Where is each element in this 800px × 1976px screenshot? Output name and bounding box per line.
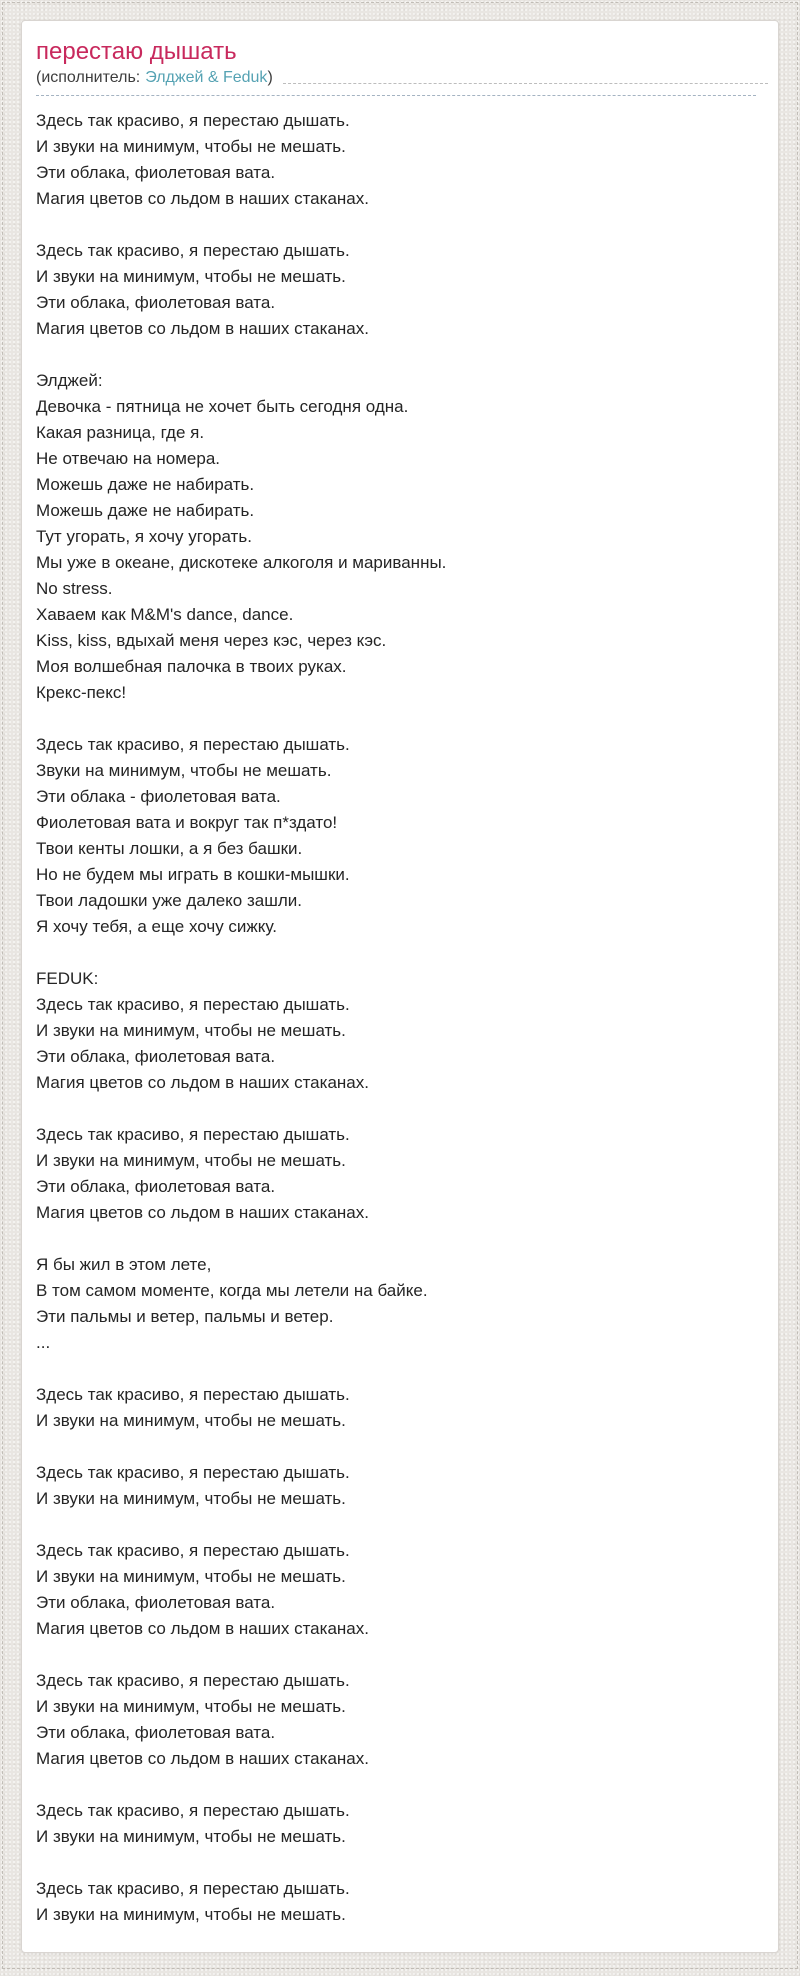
performer-row (36, 68, 770, 88)
lyric-line: Девочка - пятница не хочет быть сегодня одна. (36, 397, 409, 416)
lyric-line: Какая разница, где я. (36, 423, 205, 442)
stanza (36, 1460, 770, 1512)
stanza (36, 108, 770, 212)
performer-label-close: ) (267, 69, 273, 86)
lyric-line: Твои кенты лошки, а я без башки. (36, 839, 303, 858)
lyric-line: Звуки на минимум, чтобы не мешать. (36, 761, 332, 780)
lyric-line: Магия цветов со льдом в наших стаканах. (36, 1073, 369, 1092)
lyric-line: Мы уже в океане, дискотеке алкоголя и мариванны. (36, 553, 447, 572)
lyric-line: Но не будем мы играть в кошки-мышки. (36, 865, 350, 884)
lyric-line: Крекс-пекс! (36, 683, 127, 702)
lyric-line: Здесь так красиво, я перестаю дышать. (36, 241, 350, 260)
lyric-line: Здесь так красиво, я перестаю дышать. (36, 1801, 350, 1820)
lyric-line: Твои ладошки уже далеко зашли. (36, 891, 303, 910)
stanza (36, 732, 770, 940)
lyric-line: И звуки на минимум, чтобы не мешать. (36, 267, 346, 286)
lyric-line: Здесь так красиво, я перестаю дышать. (36, 995, 350, 1014)
lyric-line: Магия цветов со льдом в наших стаканах. (36, 1749, 369, 1768)
lyric-line: И звуки на минимум, чтобы не мешать. (36, 1151, 346, 1170)
performer-label: (исполнитель: (36, 69, 141, 86)
stanza (36, 1252, 770, 1356)
stanza (36, 1382, 770, 1434)
lyric-line: И звуки на минимум, чтобы не мешать. (36, 1489, 346, 1508)
lyric-line: Эти облака, фиолетовая вата. (36, 1177, 276, 1196)
performer-link[interactable]: Элджей & Feduk (145, 69, 268, 86)
lyric-line: Здесь так красиво, я перестаю дышать. (36, 1125, 350, 1144)
stanza (36, 1876, 770, 1928)
stanza (36, 1798, 770, 1850)
lyric-line: Здесь так красиво, я перестаю дышать. (36, 1671, 350, 1690)
lyric-line: Я бы жил в этом лете, (36, 1255, 212, 1274)
lyric-line: ... (36, 1333, 51, 1352)
lyric-line: Здесь так красиво, я перестаю дышать. (36, 1879, 350, 1898)
lyric-line: Здесь так красиво, я перестаю дышать. (36, 1385, 350, 1404)
lyric-line: И звуки на минимум, чтобы не мешать. (36, 1905, 346, 1924)
stanza (36, 238, 770, 342)
lyric-line: Эти облака - фиолетовая вата. (36, 787, 281, 806)
stanza (36, 1538, 770, 1642)
lyric-line: И звуки на минимум, чтобы не мешать. (36, 1827, 346, 1846)
lyrics-text (36, 108, 770, 1928)
lyric-line: Магия цветов со льдом в наших стаканах. (36, 1203, 369, 1222)
lyric-line: И звуки на минимум, чтобы не мешать. (36, 137, 346, 156)
lyric-line: Эти облака, фиолетовая вата. (36, 163, 276, 182)
lyric-line: И звуки на минимум, чтобы не мешать. (36, 1697, 346, 1716)
lyric-line: Фиолетовая вата и вокруг так п*здато! (36, 813, 338, 832)
lyric-line: Эти облака, фиолетовая вата. (36, 1047, 276, 1066)
lyric-line: Тут угорать, я хочу угорать. (36, 527, 252, 546)
header-separator (36, 95, 756, 96)
stanza (36, 1668, 770, 1772)
lyric-line: Не отвечаю на номера. (36, 449, 221, 468)
stanza (36, 966, 770, 1096)
lyric-line: Здесь так красиво, я перестаю дышать. (36, 111, 350, 130)
lyric-line: В том самом моменте, когда мы летели на байке. (36, 1281, 428, 1300)
lyric-line: И звуки на минимум, чтобы не мешать. (36, 1021, 346, 1040)
lyric-line: Эти пальмы и ветер, пальмы и ветер. (36, 1307, 334, 1326)
lyric-line: Магия цветов со льдом в наших стаканах. (36, 189, 369, 208)
lyric-line: Здесь так красиво, я перестаю дышать. (36, 1463, 350, 1482)
lyric-line: Эти облака, фиолетовая вата. (36, 1593, 276, 1612)
dash-filler-line (283, 83, 768, 84)
lyric-line: No stress. (36, 579, 113, 598)
lyric-line: Здесь так красиво, я перестаю дышать. (36, 1541, 350, 1560)
song-title: перестаю дышать (36, 38, 237, 65)
lyric-line: Kiss, kiss, вдыхай меня через кэс, через кэс. (36, 631, 387, 650)
lyric-line: Здесь так красиво, я перестаю дышать. (36, 735, 350, 754)
lyric-line: Магия цветов со льдом в наших стаканах. (36, 1619, 369, 1638)
lyric-line: И звуки на минимум, чтобы не мешать. (36, 1567, 346, 1586)
lyric-line: Магия цветов со льдом в наших стаканах. (36, 319, 369, 338)
stanza (36, 368, 770, 706)
lyric-line: Хаваем как M&M's dance, dance. (36, 605, 294, 624)
lyric-line: Элджей: (36, 371, 103, 390)
stanza (36, 1122, 770, 1226)
lyrics-card (21, 20, 779, 1953)
lyric-line: Эти облака, фиолетовая вата. (36, 293, 276, 312)
lyric-line: Эти облака, фиолетовая вата. (36, 1723, 276, 1742)
lyric-line: Можешь даже не набирать. (36, 501, 255, 520)
lyric-line: Моя волшебная палочка в твоих руках. (36, 657, 347, 676)
lyric-line: Я хочу тебя, а еще хочу сижку. (36, 917, 277, 936)
lyric-line: FEDUK: (36, 969, 99, 988)
lyric-line: Можешь даже не набирать. (36, 475, 255, 494)
lyric-line: И звуки на минимум, чтобы не мешать. (36, 1411, 346, 1430)
